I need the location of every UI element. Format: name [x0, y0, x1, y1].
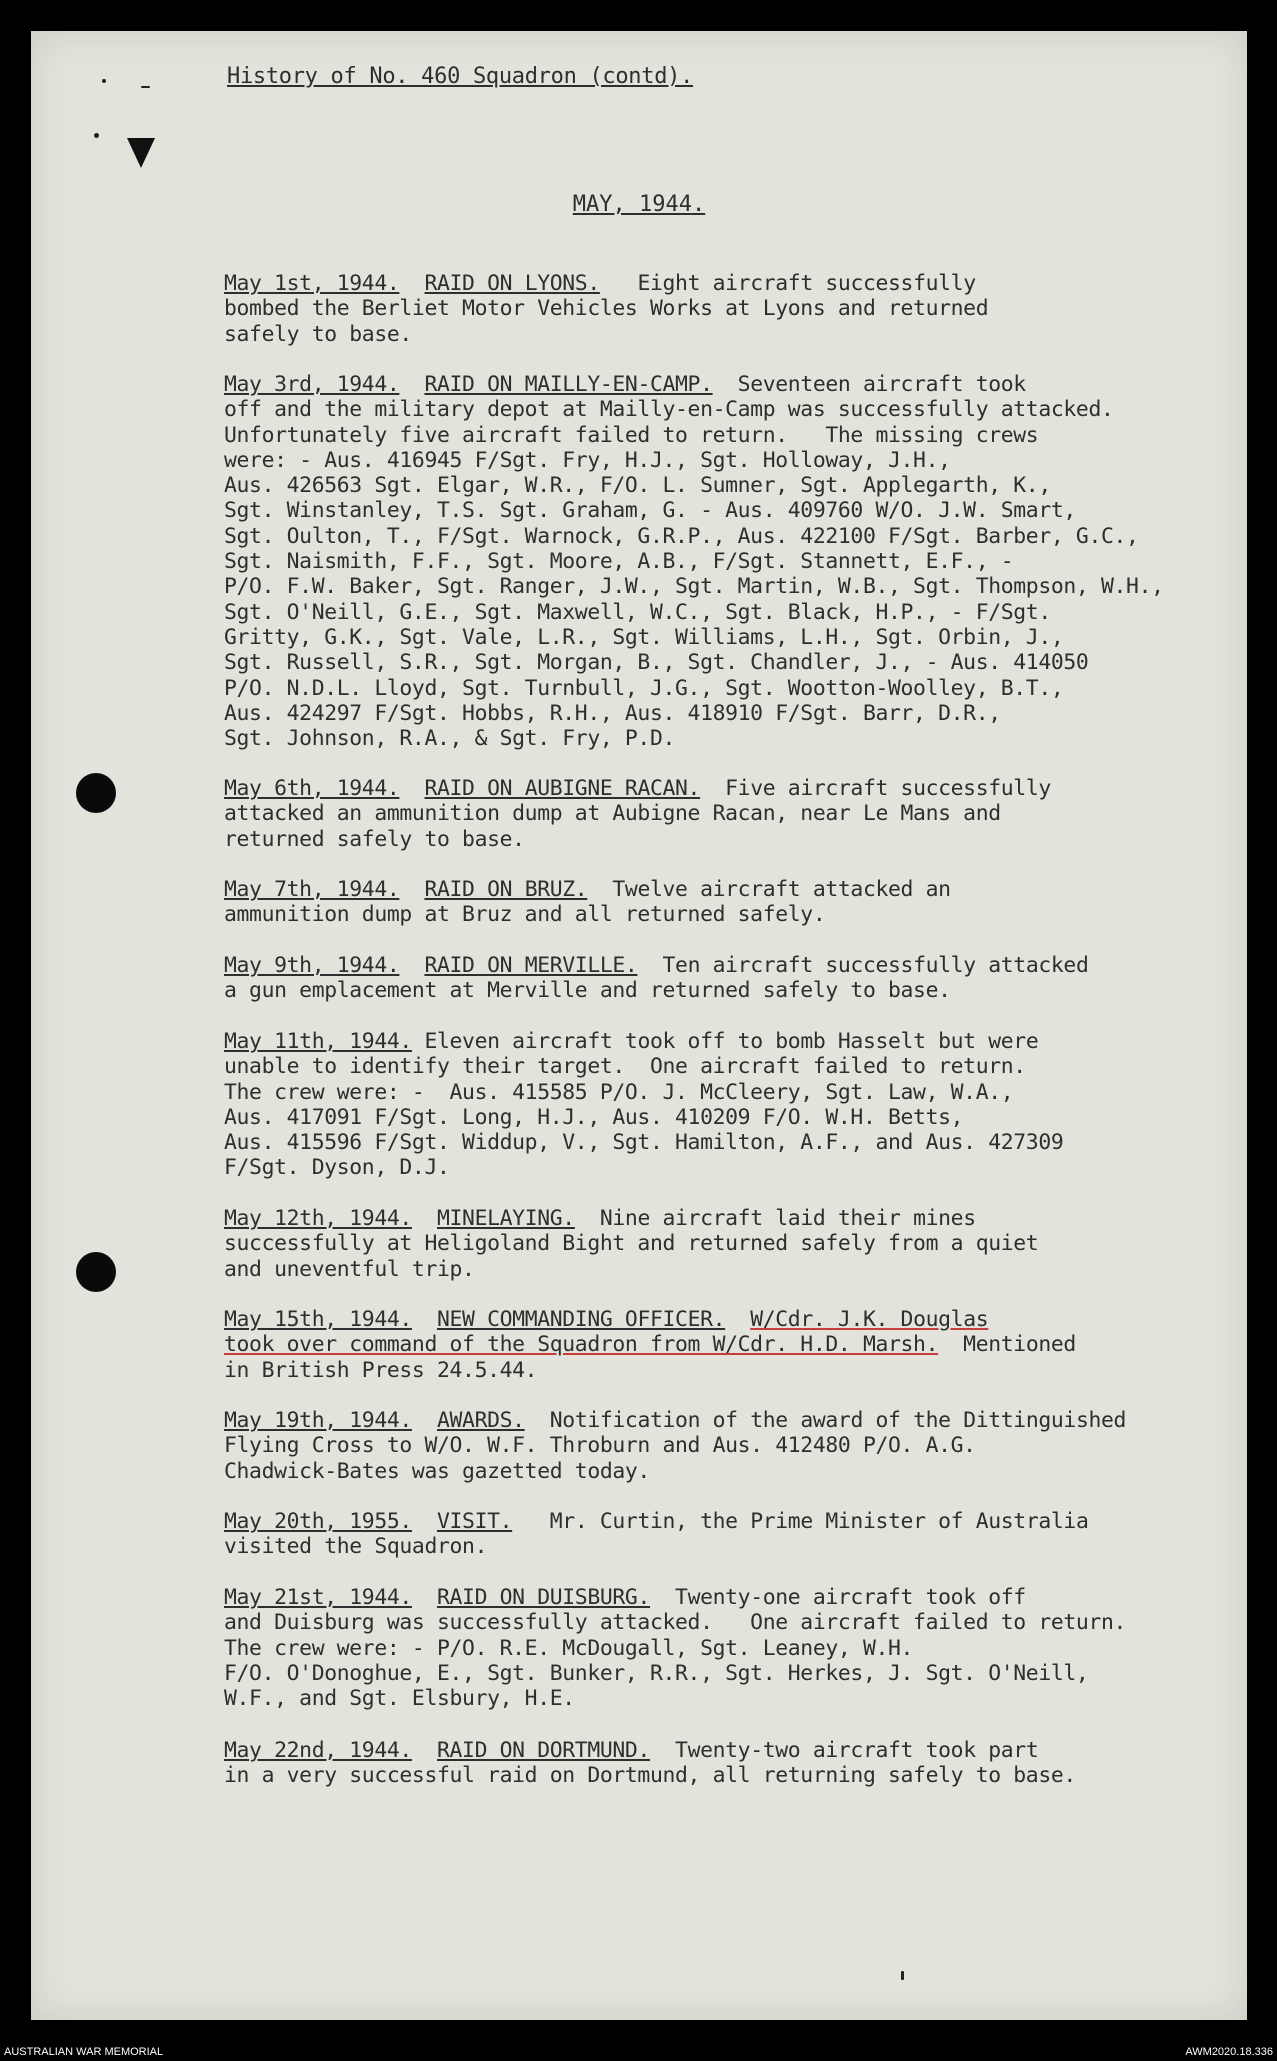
entry-title: RAID ON MERVILLE.	[424, 953, 638, 978]
entry-date: May 1st, 1944.	[224, 271, 400, 296]
entry-may-12	[224, 1206, 1214, 1282]
entry-body: a gun emplacement at Merville and returned safely to base.	[224, 978, 951, 1004]
entry-title: RAID ON MAILLY-EN-CAMP.	[424, 372, 713, 397]
entry-text: Mentioned	[938, 1332, 1076, 1358]
entry-text: Twenty-two aircraft took part	[649, 1738, 1039, 1763]
entry-date: May 20th, 1955.	[224, 1509, 412, 1534]
entry-text-red: took over command of the Squadron from W/Cdr. H.D. Marsh.	[224, 1332, 939, 1358]
typed-page	[31, 31, 1247, 2020]
month-heading: MAY, 1944.	[572, 192, 706, 217]
archive-reference: AWM2020.18.336	[1185, 2046, 1273, 2058]
entry-body: in British Press 24.5.44.	[224, 1357, 538, 1383]
entry-may-19	[224, 1408, 1214, 1484]
entry-date: May 3rd, 1944.	[224, 372, 400, 397]
entry-date: May 21st, 1944.	[224, 1585, 412, 1610]
entry-text: Nine aircraft laid their mines	[574, 1206, 976, 1231]
entry-body: Flying Cross to W/O. W.F. Throburn and Aus. 412480 P/O. A.G. Chadwick-Bates was gazetted today.	[224, 1433, 976, 1484]
entry-date: May 22nd, 1944.	[224, 1738, 412, 1763]
punch-hole-upper	[76, 773, 116, 813]
paper-speck	[901, 1971, 904, 1980]
entry-title: AWARDS.	[437, 1408, 525, 1433]
entry-text: Eleven aircraft took off to bomb Hasselt but were	[411, 1029, 1039, 1054]
punch-hole-lower	[76, 1252, 116, 1292]
entry-body: attacked an ammunition dump at Aubigne Racan, near Le Mans and returned safely to base.	[224, 801, 1001, 852]
entry-body: unable to identify their target. One aircraft failed to return. The crew were: - Aus. 415585 P/O. J. McCleery, Sgt. Law, W.A., Aus. 417091 F/Sgt. Long, H.J., Aus. 410209 F/O. W.H. Betts, Aus. 415596 F/Sgt. Widdup, V., Sgt. Hamilton, A.F., and Aus. 427309 F/Sgt. Dyson, D.J.	[224, 1054, 1064, 1181]
entry-body: successfully at Heligoland Bight and returned safely from a quiet and uneventful trip.	[224, 1231, 1039, 1282]
entry-body: ammunition dump at Bruz and all returned safely.	[224, 902, 826, 928]
entry-date: May 7th, 1944.	[224, 877, 400, 902]
entry-text: Twelve aircraft attacked an	[587, 877, 951, 902]
entry-may-15	[224, 1307, 1214, 1383]
entry-may-1	[224, 271, 1214, 347]
entry-may-11	[224, 1029, 1214, 1181]
entry-may-20	[224, 1509, 1214, 1560]
entry-body: off and the military depot at Mailly-en-Camp was successfully attacked. Unfortunately five aircraft failed to return. The missing crews were: - Aus. 416945 F/Sgt. Fry, H.J., Sgt. Holloway, J.H., Aus. 426563 Sgt. Elgar, W.R., F/O. L. Sumner, Sgt. Applegarth, K., Sgt. Winstanley, T.S. Sgt. Graham, G. - Aus. 409760 W/O. J.W. Smart, Sgt. Oulton, T., F/Sgt. Warnock, G.R.P., Aus. 422100 F/Sgt. Barber, G.C., Sgt. Naismith, F.F., Sgt. Moore, A.B., F/Sgt. Stannett, E.F., - P/O. F.W. Baker, Sgt. Ranger, J.W., Sgt. Martin, W.B., Sgt. Thompson, W.H., Sgt. O'Neill, G.E., Sgt. Maxwell, W.C., Sgt. Black, H.P., - F/Sgt. Gritty, G.K., Sgt. Vale, L.R., Sgt. Williams, L.H., Sgt. Orbin, J., Sgt. Russell, S.R., Sgt. Morgan, B., Sgt. Chandler, J., - Aus. 414050 P/O. N.D.L. Lloyd, Sgt. Turnbull, J.G., Sgt. Wootton-Woolley, B.T., Aus. 424297 F/Sgt. Hobbs, R.H., Aus. 418910 F/Sgt. Barr, D.R., Sgt. Johnson, R.A., & Sgt. Fry, P.D.	[224, 397, 1164, 752]
entry-may-3	[224, 372, 1214, 751]
entry-title: MINELAYING.	[437, 1206, 575, 1231]
entry-body: in a very successful raid on Dortmund, all returning safely to base.	[224, 1763, 1076, 1789]
entry-text-red: W/Cdr. J.K. Douglas	[750, 1307, 989, 1332]
entry-title: RAID ON BRUZ.	[424, 877, 588, 902]
entry-title: RAID ON DORTMUND.	[437, 1738, 650, 1763]
entry-text: Mr. Curtin, the Prime Minister of Australia	[512, 1509, 1089, 1534]
entry-text: Five aircraft successfully	[700, 776, 1051, 801]
entry-may-7	[224, 877, 1214, 928]
page-header: History of No. 460 Squadron (contd).	[227, 64, 694, 89]
entry-text: Eight aircraft successfully	[599, 271, 976, 296]
entry-title: RAID ON DUISBURG.	[437, 1585, 650, 1610]
entry-text: Twenty-one aircraft took off	[649, 1585, 1026, 1610]
entry-title: VISIT.	[437, 1509, 513, 1534]
entry-text: Notification of the award of the Dittinguished	[524, 1408, 1127, 1433]
entry-title: NEW COMMANDING OFFICER.	[437, 1307, 726, 1332]
entry-title: RAID ON AUBIGNE RACAN.	[424, 776, 701, 801]
paper-speck	[94, 133, 99, 138]
entry-text: Ten aircraft successfully attacked	[637, 953, 1089, 978]
entry-date: May 9th, 1944.	[224, 953, 400, 978]
entry-date: May 19th, 1944.	[224, 1408, 412, 1433]
entry-date: May 12th, 1944.	[224, 1206, 412, 1231]
entry-date: May 15th, 1944.	[224, 1307, 412, 1332]
entry-may-22	[224, 1738, 1214, 1789]
entry-title: RAID ON LYONS.	[424, 271, 600, 296]
entry-body: bombed the Berliet Motor Vehicles Works at Lyons and returned safely to base.	[224, 296, 989, 347]
entry-date: May 11th, 1944.	[224, 1029, 412, 1054]
entry-body: and Duisburg was successfully attacked. One aircraft failed to return. The crew were: - P/O. R.E. McDougall, Sgt. Leaney, W.H. F/O. O'Donoghue, E., Sgt. Bunker, R.R., Sgt. Herkes, J. Sgt. O'Neill, W.F., and Sgt. Elsbury, H.E.	[224, 1610, 1127, 1712]
paper-speck	[141, 86, 150, 88]
entry-may-9	[224, 953, 1214, 1004]
paper-speck	[102, 79, 106, 83]
archive-credit: AUSTRALIAN WAR MEMORIAL	[4, 2046, 164, 2058]
entry-body: visited the Squadron.	[224, 1534, 488, 1560]
entry-date: May 6th, 1944.	[224, 776, 400, 801]
entry-text: Seventeen aircraft took	[712, 372, 1026, 397]
entry-may-6	[224, 776, 1214, 852]
torn-corner-mark	[127, 138, 155, 168]
entry-may-21	[224, 1585, 1214, 1711]
